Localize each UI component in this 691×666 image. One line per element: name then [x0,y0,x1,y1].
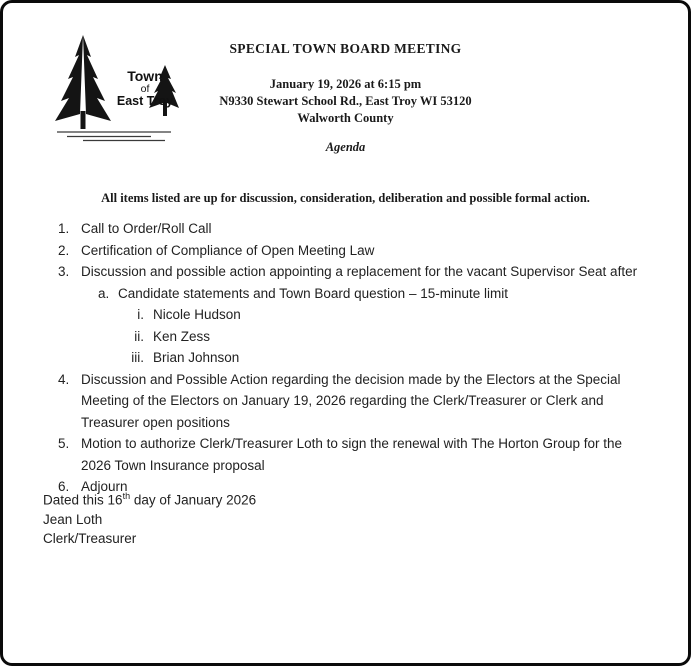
meeting-address: N9330 Stewart School Rd., East Troy WI 53120 [219,94,472,108]
meeting-title: SPECIAL TOWN BOARD MEETING [229,41,462,56]
agenda-item-number: a. [98,285,110,301]
meeting-county: Walworth County [297,111,394,125]
agenda-item [58,261,638,283]
agenda-subsubitem [118,347,638,369]
agenda-item [58,369,638,434]
agenda-item [58,240,638,262]
agenda-item-text: Adjourn [81,479,128,494]
meeting-details [3,76,688,127]
agenda-item [58,433,638,476]
agenda-item-text: Call to Order/Roll Call [81,221,212,236]
agenda-item-text: Discussion and Possible Action regarding the decision made by the Electors at the Special Meeting of the Electors on January 19, 2026 regarding the Clerk/Treasurer or Clerk and Treasurer open positions [81,371,621,430]
logo-text-town: Town [127,68,163,84]
logo-text-of: of [140,82,150,95]
notice-text: All items listed are up for discussion, consideration, deliberation and possible formal action. [101,191,590,205]
agenda-item-text: Certification of Compliance of Open Meeting Law [81,242,375,258]
agenda-item-number: 5. [58,436,70,451]
agenda-subsubitem [118,326,638,348]
agenda-item-text: Motion to authorize Clerk/Treasurer Loth to sign the renewal with The Horton Group for the 2026 Town Insurance proposal [81,436,623,473]
agenda-item-number: i. [137,307,144,322]
agenda-subsubitem [118,304,638,326]
agenda-item-number: ii. [134,328,144,344]
agenda-item-text: Nicole Hudson [153,307,241,322]
signature-block [43,487,256,548]
agenda-item-text: Candidate statements and Town Board question – 15-minute limit [118,285,508,301]
dated-line [43,487,256,510]
dated-prefix: Dated this 16 [43,492,123,508]
agenda-item [58,218,638,240]
agenda-item-number: 2. [58,242,70,258]
agenda-label: Agenda [325,140,366,154]
meeting-datetime: January 19, 2026 at 6:15 pm [269,77,422,91]
agenda-item-number: 1. [58,221,70,236]
signer-role: Clerk/Treasurer [43,530,137,546]
logo-text-east-troy: East Troy [116,93,174,108]
agenda-item-number: 4. [58,371,70,387]
document-header [3,41,688,155]
agenda-item-text: Brian Johnson [153,350,240,365]
agenda-item-text: Discussion and possible action appointing a replacement for the vacant Supervisor Seat after [81,264,638,279]
dated-ordinal: th [122,491,131,501]
signer-name: Jean Loth [43,511,103,527]
agenda-item-number: 6. [58,479,70,494]
agenda-item-number: 3. [58,264,70,279]
agenda-item-text: Ken Zess [153,328,211,344]
agenda-subitem [98,283,638,305]
agenda-item-number: iii. [131,350,144,365]
agenda-list [58,218,638,498]
dated-suffix: day of January 2026 [130,492,257,508]
